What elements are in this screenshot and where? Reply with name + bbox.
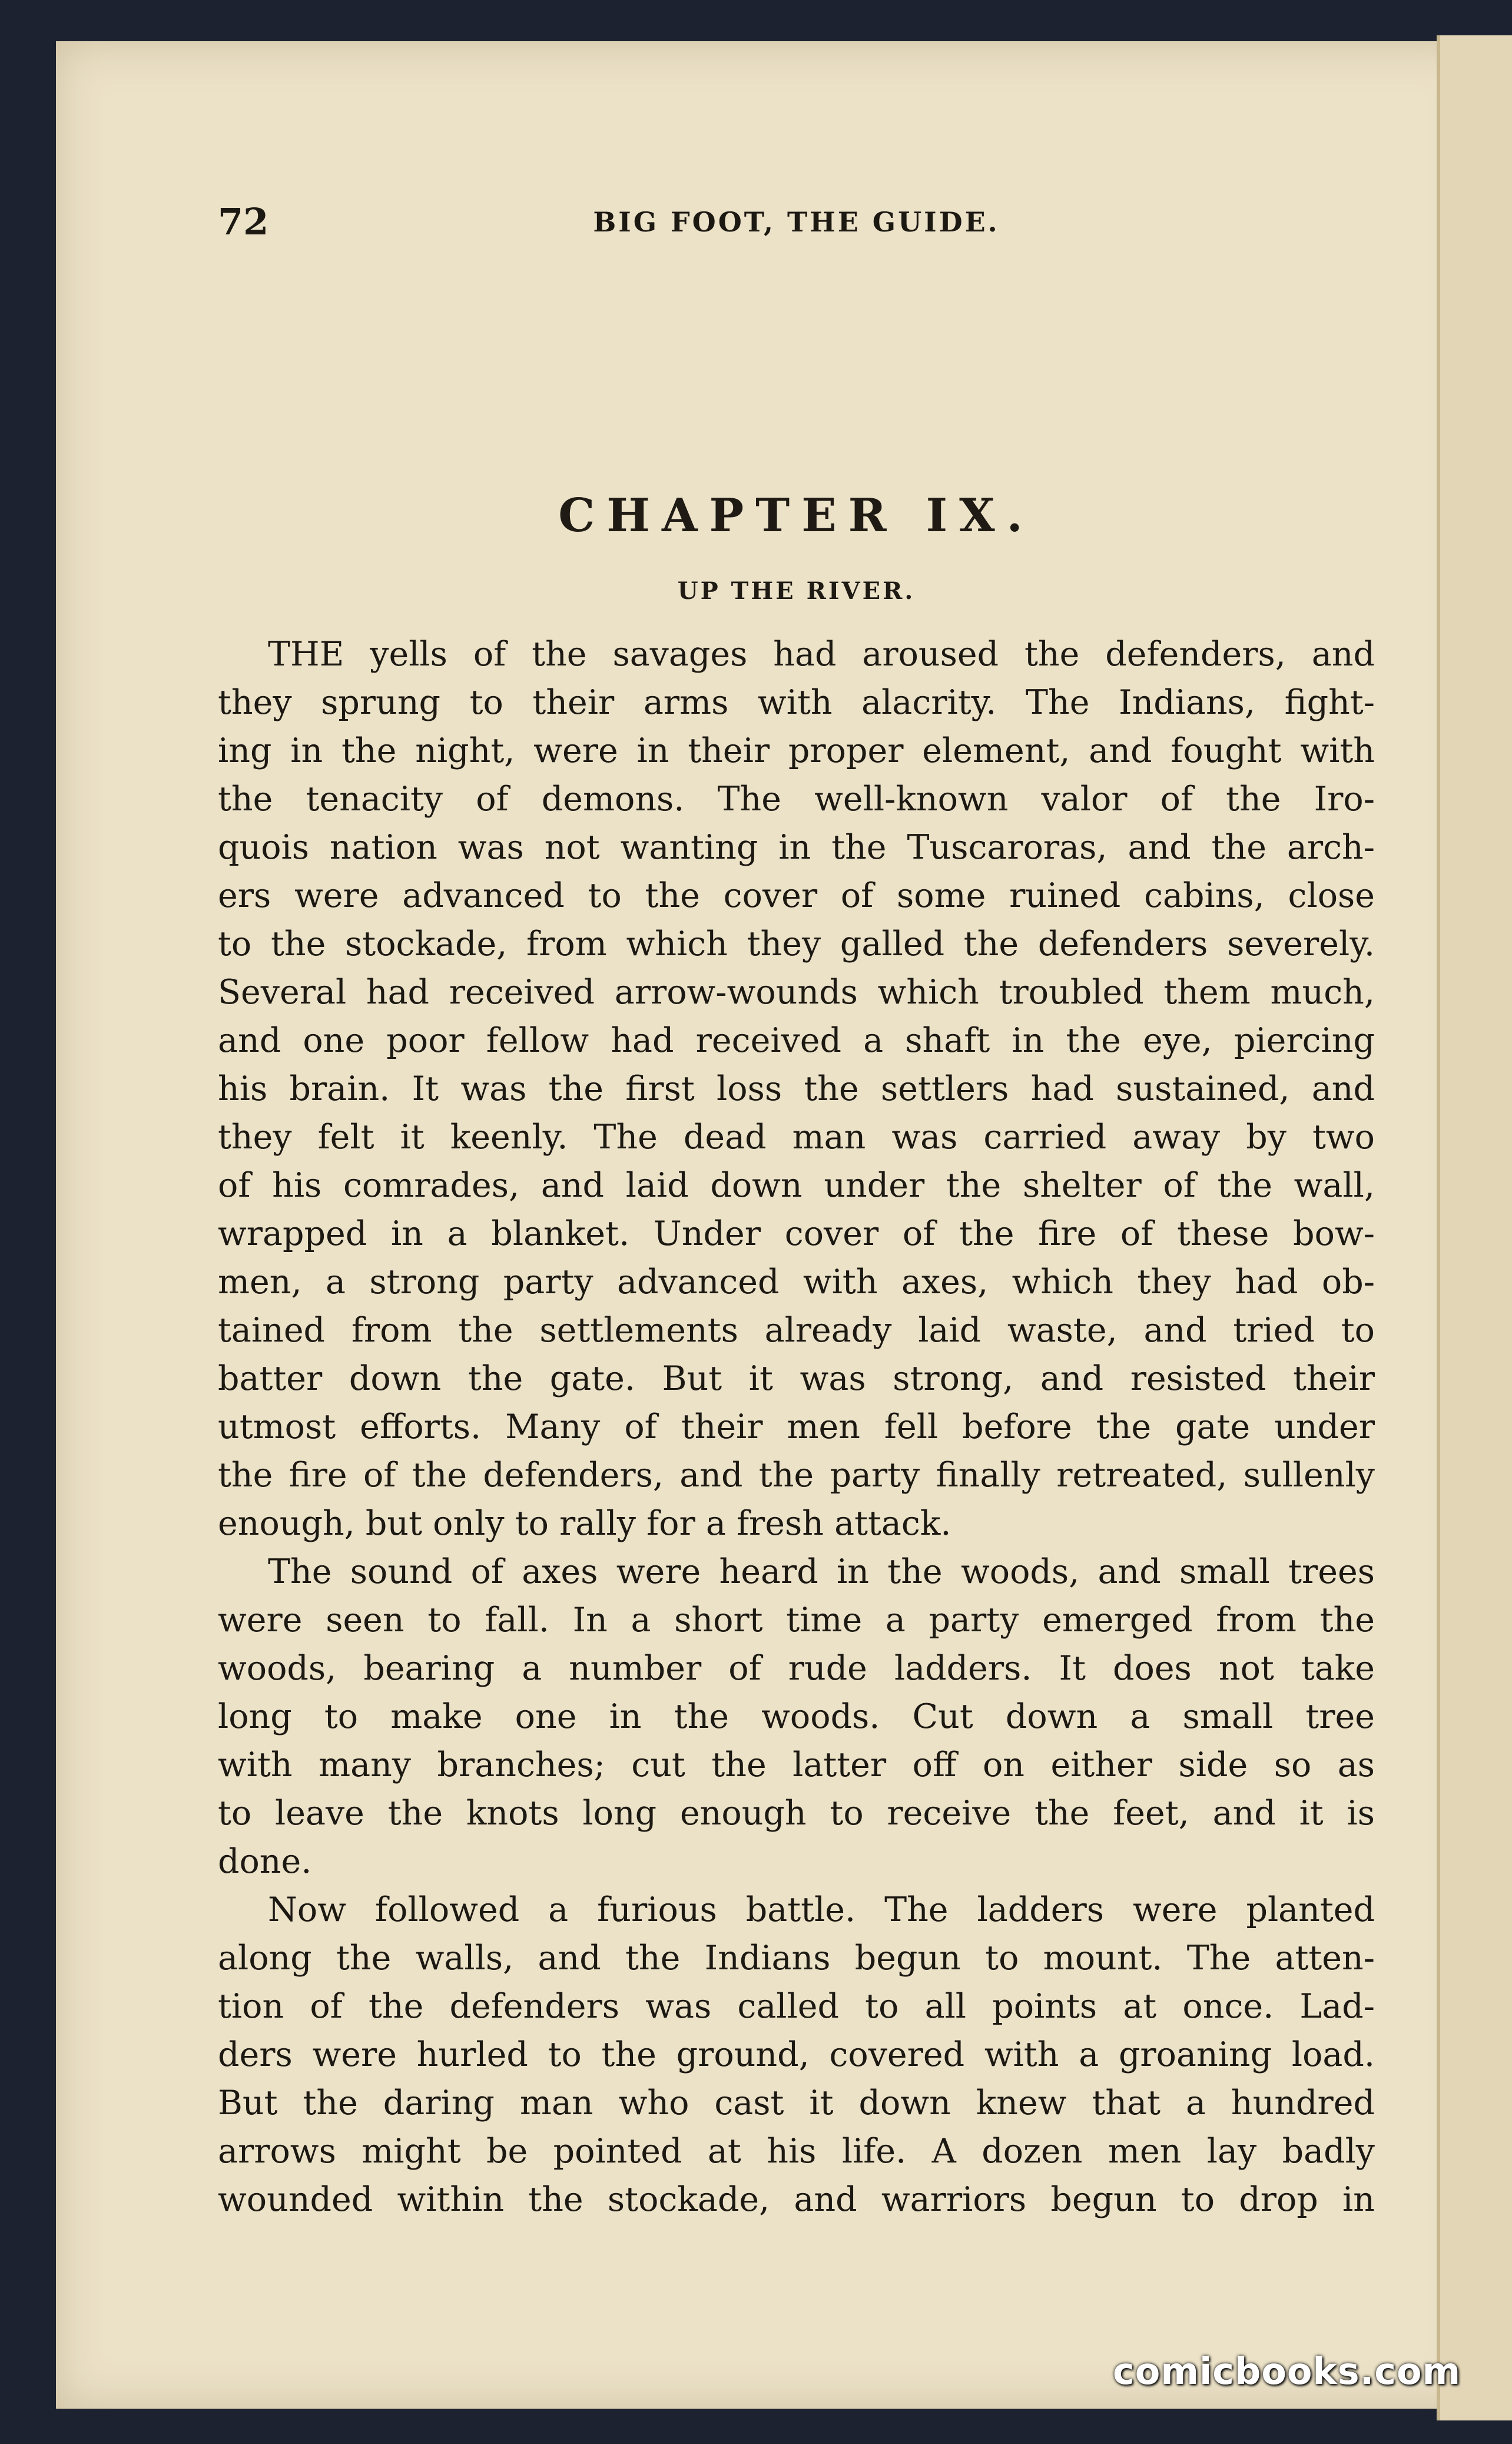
text-line: men, a strong party advanced with axes, which they had ob-: [218, 1263, 1375, 1302]
body-text: [218, 630, 1375, 2224]
text-line: ers were advanced to the cover of some ruined cabins, close: [218, 876, 1375, 915]
text-line: and one poor fellow had received a shaft in the eye, piercing: [218, 1021, 1375, 1060]
running-head: [218, 200, 1375, 253]
page-number: 72: [218, 200, 269, 243]
text-line: But the daring man who cast it down knew that a hundred: [218, 2084, 1375, 2122]
watermark: comicbooks.com: [1113, 2350, 1461, 2393]
text-line: the tenacity of demons. The well-known valor of the Iro-: [218, 780, 1375, 819]
chapter-subtitle: UP THE RIVER.: [677, 577, 916, 605]
text-line: utmost efforts. Many of their men fell before the gate under: [218, 1408, 1375, 1446]
text-line: done.: [218, 1842, 312, 1881]
text-line: with many branches; cut the latter off on either side so as: [218, 1746, 1375, 1784]
text-line: long to make one in the woods. Cut down a small tree: [218, 1697, 1375, 1736]
text-line: along the walls, and the Indians begun to mount. The atten-: [218, 1939, 1375, 1978]
text-line: they felt it keenly. The dead man was carried away by two: [218, 1118, 1375, 1157]
text-line: Several had received arrow-wounds which troubled them much,: [218, 973, 1375, 1012]
text-line: ing in the night, were in their proper element, and fought with: [218, 731, 1375, 770]
text-line: they sprung to their arms with alacrity. The Indians, fight-: [218, 683, 1375, 722]
text-line: enough, but only to rally for a fresh attack.: [218, 1504, 951, 1543]
text-line: were seen to fall. In a short time a party emerged from the: [218, 1601, 1375, 1640]
running-title: BIG FOOT, THE GUIDE.: [593, 206, 1000, 238]
text-line: The sound of axes were heard in the woods, and small trees: [268, 1552, 1375, 1591]
chapter-title: CHAPTER IX.: [558, 489, 1034, 542]
text-line: batter down the gate. But it was strong, and resisted their: [218, 1359, 1375, 1398]
text-line: ders were hurled to the ground, covered with a groaning load.: [218, 2035, 1375, 2074]
text-line: wrapped in a blanket. Under cover of the fire of these bow-: [218, 1214, 1375, 1253]
text-line: to leave the knots long enough to receive the feet, and it is: [218, 1794, 1375, 1833]
text-line: to the stockade, from which they galled the defenders severely.: [218, 925, 1375, 963]
text-line: his brain. It was the first loss the settlers had sustained, and: [218, 1069, 1375, 1108]
text-line: arrows might be pointed at his life. A dozen men lay badly: [218, 2132, 1375, 2171]
text-line: the fire of the defenders, and the party finally retreated, sullenly: [218, 1456, 1375, 1495]
text-line: of his comrades, and laid down under the shelter of the wall,: [218, 1166, 1375, 1205]
text-line: tion of the defenders was called to all points at once. Lad-: [218, 1987, 1375, 2026]
text-line: tained from the settlements already laid waste, and tried to: [218, 1311, 1375, 1350]
text-line: wounded within the stockade, and warriors begun to drop in: [218, 2180, 1375, 2219]
text-line: Now followed a furious battle. The ladders were planted: [268, 1890, 1375, 1929]
text-line: THE yells of the savages had aroused the defenders, and: [268, 635, 1375, 674]
adjacent-page-edge: [1437, 35, 1512, 2420]
text-line: quois nation was not wanting in the Tuscaroras, and the arch-: [218, 828, 1375, 867]
text-line: woods, bearing a number of rude ladders. It does not take: [218, 1649, 1375, 1688]
